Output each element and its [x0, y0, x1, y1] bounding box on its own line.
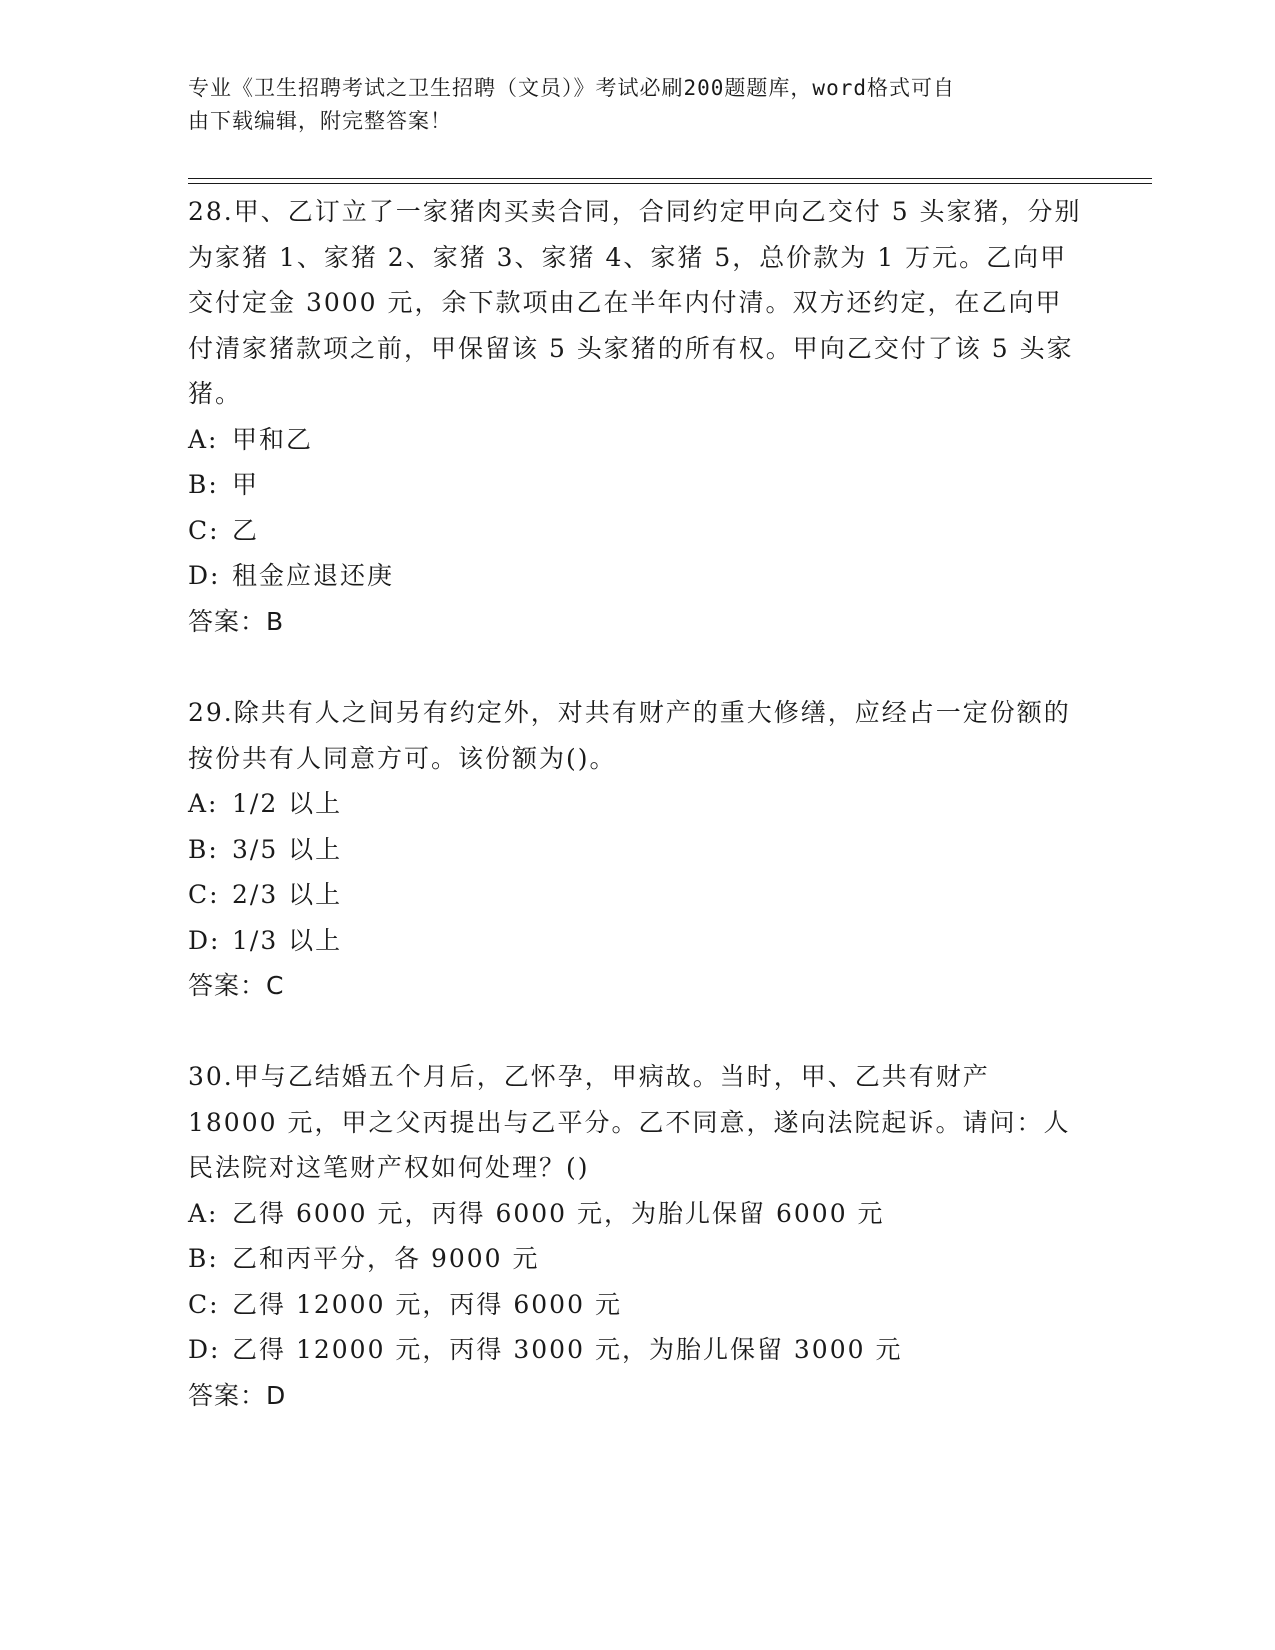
header-line-1: 专业《卫生招聘考试之卫生招聘（文员）》考试必刷200题题库，word格式可自 — [188, 76, 955, 100]
header-divider-top — [188, 178, 1152, 179]
question-stem: 28.甲、乙订立了一家猪肉买卖合同，合同约定甲向乙交付 5 头家猪，分别为家猪 1、家猪 2、家猪 3、家猪 4、家猪 5，总价款为 1 万元。乙向甲交付定金 3000 元，余下款项由乙在半年内付清。双方还约定，在乙向甲付清家猪款项之前，甲保留该 5 头家猪的所有权。甲向乙交付了该 5 头家猪。 — [188, 197, 1082, 408]
option-d — [188, 918, 1088, 964]
option-key: A: — [188, 1198, 219, 1228]
option-a — [188, 1191, 1088, 1237]
document-header — [188, 72, 1088, 138]
option-text: 乙得 12000 元，丙得 6000 元 — [232, 1289, 622, 1319]
header-divider-bottom — [188, 183, 1152, 184]
option-text: 乙和丙平分，各 9000 元 — [232, 1244, 540, 1273]
option-key: D: — [188, 925, 221, 955]
question-30 — [188, 1054, 1088, 1418]
option-key: A: — [188, 789, 219, 818]
answer-line: 答案：B — [188, 606, 285, 636]
option-text: 甲和乙 — [232, 424, 314, 454]
option-text: 乙 — [232, 515, 260, 545]
option-text: 2/3 以上 — [232, 880, 343, 909]
option-key: C: — [188, 1289, 220, 1319]
option-key: D: — [188, 1335, 221, 1364]
option-text: 乙得 6000 元，丙得 6000 元，为胎儿保留 6000 元 — [232, 1198, 885, 1228]
question-stem: 30.甲与乙结婚五个月后，乙怀孕，甲病故。当时，甲、乙共有财产 18000 元，甲之父丙提出与乙平分。乙不同意，遂向法院起诉。请问：人民法院对这笔财产权如何处理？() — [188, 1062, 1071, 1182]
option-key: A: — [188, 424, 219, 454]
option-b — [188, 462, 1088, 508]
option-c — [188, 1282, 1088, 1328]
option-text: 3/5 以上 — [232, 834, 343, 864]
option-d — [188, 553, 1088, 599]
option-key: C: — [188, 880, 220, 909]
option-key: B: — [188, 1244, 219, 1273]
option-b — [188, 827, 1088, 873]
option-text: 租金应退还庚 — [232, 561, 395, 590]
option-c — [188, 508, 1088, 554]
answer-line: 答案：C — [188, 971, 285, 1000]
option-key: C: — [188, 515, 220, 545]
option-key: B: — [188, 834, 219, 864]
option-key: B: — [188, 470, 219, 499]
option-d — [188, 1327, 1088, 1373]
option-text: 乙得 12000 元，丙得 3000 元，为胎儿保留 3000 元 — [232, 1335, 903, 1364]
option-b — [188, 1236, 1088, 1282]
question-29 — [188, 690, 1088, 1009]
question-28 — [188, 189, 1088, 644]
option-text: 1/2 以上 — [232, 789, 343, 818]
question-stem: 29.除共有人之间另有约定外，对共有财产的重大修缮，应经占一定份额的按份共有人同意方可。该份额为()。 — [188, 698, 1071, 773]
answer-line: 答案：D — [188, 1380, 287, 1410]
option-c — [188, 872, 1088, 918]
header-line-2: 由下载编辑，附完整答案！ — [188, 109, 452, 133]
option-key: D: — [188, 561, 221, 590]
option-a — [188, 417, 1088, 463]
option-text: 1/3 以上 — [232, 925, 343, 955]
option-text: 甲 — [232, 470, 260, 499]
option-a — [188, 781, 1088, 827]
